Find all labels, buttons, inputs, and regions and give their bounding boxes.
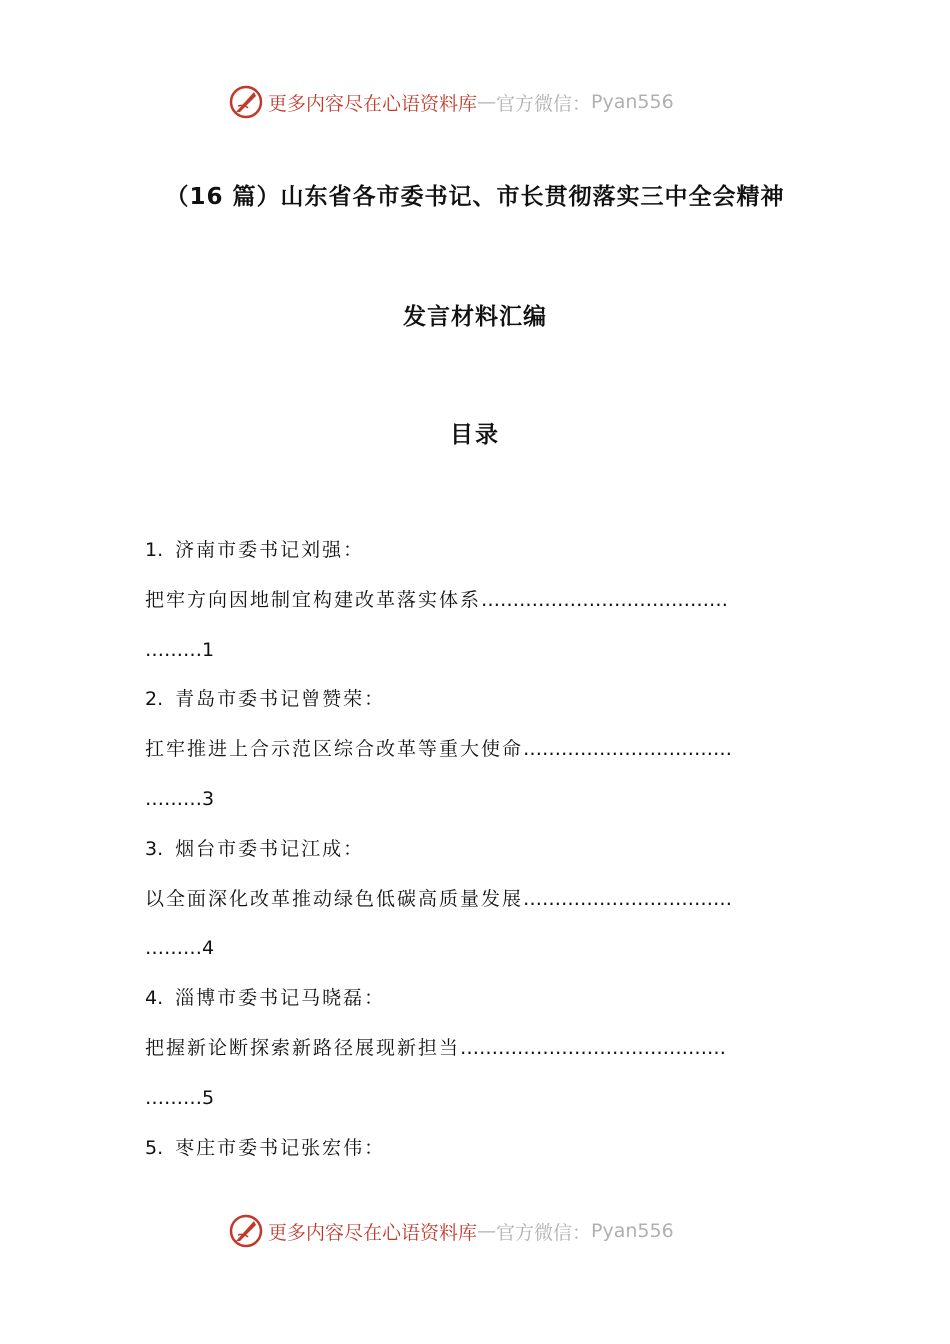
document-title: （16 篇）山东省各市委书记、市长贯彻落实三中全会精神 <box>165 184 785 210</box>
toc-leader-dots: ……… <box>145 937 202 960</box>
toc-page-number: 1 <box>202 638 215 661</box>
toc-entry-speaker[interactable] <box>145 1124 805 1174</box>
toc-entry-speaker-text: 济南市委书记刘强： <box>175 539 365 561</box>
toc-page-number: 4 <box>202 937 215 960</box>
toc-entry-number: 2. <box>145 688 164 711</box>
toc-page-number: 5 <box>202 1086 215 1109</box>
toc-entry-title[interactable] <box>145 576 805 626</box>
toc-entry-page-line[interactable] <box>145 1074 805 1124</box>
toc-entry-speaker-text: 青岛市委书记曾赞荣： <box>175 688 386 711</box>
header-banner <box>0 82 950 122</box>
quill-logo-icon <box>228 1213 264 1249</box>
toc-heading: 目录 <box>450 422 500 448</box>
banner-separator: — <box>477 1220 497 1242</box>
toc-entry-title[interactable] <box>145 1024 805 1074</box>
banner-site-name: 更多内容尽在心语资料库 <box>268 1221 478 1244</box>
banner-wechat-label: 官方微信： <box>496 92 592 115</box>
banner-wechat-id: Pyan556 <box>591 91 674 113</box>
toc-entry-speaker-text: 烟台市委书记江成： <box>175 837 365 860</box>
toc-entry-speaker-text: 枣庄市委书记张宏伟： <box>175 1136 386 1159</box>
toc-leader-dots: ………………………………… <box>481 588 729 611</box>
footer-banner <box>0 1211 950 1251</box>
toc-entry-title[interactable] <box>145 725 805 775</box>
toc-leader-dots: …………………………… <box>523 887 733 910</box>
toc-entry-speaker[interactable] <box>145 974 805 1024</box>
toc-entry-speaker[interactable] <box>145 675 805 725</box>
toc-entry-number: 4. <box>145 987 164 1010</box>
toc-entry-page-line[interactable] <box>145 775 805 825</box>
banner-site-name: 更多内容尽在心语资料库 <box>268 92 478 115</box>
toc-entry-speaker[interactable] <box>145 825 805 875</box>
banner-separator: — <box>477 91 497 113</box>
toc-entry-title-text: 把握新论断探索新路径展现新担当 <box>145 1036 461 1059</box>
toc-entry-title-text: 把牢方向因地制宜构建改革落实体系 <box>145 588 482 611</box>
toc-entry-number: 5. <box>145 1136 164 1159</box>
banner-wechat-label: 官方微信： <box>496 1221 592 1244</box>
toc-entry-number: 1. <box>145 539 164 561</box>
toc-leader-dots: ……… <box>145 787 202 810</box>
toc-entry-title-text: 以全面深化改革推动绿色低碳高质量发展 <box>145 887 524 910</box>
toc-entry-title-text: 扛牢推进上合示范区综合改革等重大使命 <box>145 738 524 761</box>
table-of-contents <box>145 526 805 1173</box>
toc-page-number: 3 <box>202 787 215 810</box>
toc-leader-dots: …………………………………… <box>460 1036 727 1059</box>
toc-entry-number: 3. <box>145 837 164 860</box>
toc-entry-page-line[interactable] <box>145 626 805 676</box>
toc-entry-page-line[interactable] <box>145 924 805 974</box>
banner-wechat-id: Pyan556 <box>591 1220 674 1242</box>
toc-leader-dots: ……… <box>145 1086 202 1109</box>
toc-entry-title[interactable] <box>145 875 805 925</box>
toc-leader-dots: …………………………… <box>523 738 733 761</box>
document-subtitle: 发言材料汇编 <box>403 304 547 330</box>
toc-leader-dots: ……… <box>145 638 202 661</box>
toc-entry-speaker-text: 淄博市委书记马晓磊： <box>175 987 386 1010</box>
toc-entry-speaker[interactable] <box>145 526 805 576</box>
quill-logo-icon <box>228 84 264 120</box>
